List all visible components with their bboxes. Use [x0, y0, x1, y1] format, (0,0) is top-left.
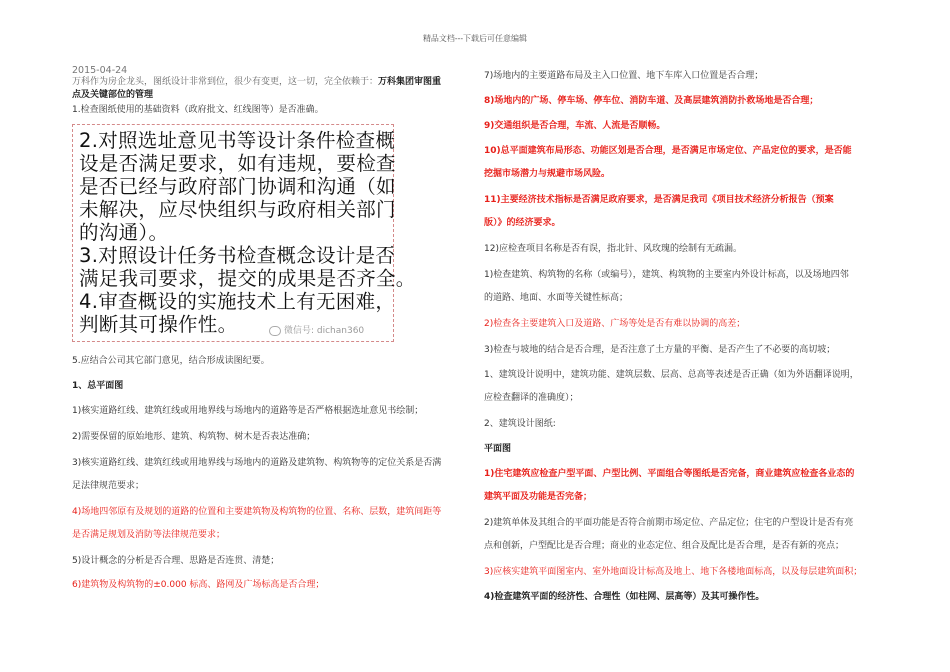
wechat-watermark [269, 323, 364, 336]
intro-bold-2: 点及关键部位的管理 [72, 90, 154, 100]
box-line: 设是否满足要求，如有违规，要检查 [79, 152, 396, 175]
paragraph-red: 10)总平面建筑布局形态、功能区划是否合理，是否满足市场定位、产品定位的要求，是否能 [484, 146, 852, 156]
paragraph-red: 11)主要经济技术指标是否满足政府要求，是否满足我司《项目技术经济分析报告（预案 [484, 195, 834, 205]
paragraph: 12)应检查项目名称是否有误，指北针、风玫瑰的绘制有无疏漏。 [484, 244, 742, 254]
box-line: 2.对照选址意见书等设计条件检查概 [79, 129, 396, 152]
paragraph: 5)设计概念的分析是否合理、思路是否连贯、清楚； [72, 556, 280, 566]
section-title: 1、总平面图 [72, 381, 124, 391]
intro-line [72, 76, 441, 89]
box-line: 未解决，应尽快组织与政府相关部门 [79, 198, 396, 221]
intro-bold: 万科集团审图重 [378, 77, 442, 87]
page-header: 精品文档---下载后可任意编辑 [422, 34, 528, 43]
section-title: 平面图 [484, 444, 512, 454]
paragraph-red: 8)场地内的广场、停车场、停车位、消防车道、及高层建筑消防扑救场地是否合理； [484, 96, 819, 106]
intro-line-2 [72, 89, 153, 102]
paragraph-red: 是否满足规划及消防等法律规范要求； [72, 530, 226, 540]
date: 2015-04-24 [72, 65, 128, 76]
paragraph: 3)核实道路红线、建筑红线或用地界线与场地内的道路及建筑物、构筑物等的定位关系是否满 [72, 458, 442, 468]
paragraph: 足法律规范要求； [72, 481, 145, 491]
paragraph: 的道路、地面、水面等关键性标高； [484, 293, 629, 303]
paragraph: 应检查翻译的准确度）； [484, 393, 579, 403]
paragraph-red: 1)住宅建筑应检查户型平面、户型比例、平面组合等图纸是否完备，商业建筑应检查各业态的 [484, 469, 855, 479]
paragraph: 2)建筑单体及其组合的平面功能是否符合前期市场定位、产品定位；住宅的户型设计是否有亮 [484, 518, 854, 528]
paragraph-red: 9)交通组织是否合理，车流、人流是否顺畅。 [484, 121, 666, 131]
paragraph-red: 版）》的经济要求。 [484, 218, 561, 228]
paragraph: 2)需要保留的原始地形、建筑、构筑物、树木是否表达准确； [72, 432, 316, 442]
box-line: 的沟通）。 [79, 221, 169, 244]
paragraph-red: 2)检查各主要建筑入口及道路、广场等处是否有难以协调的高差； [484, 319, 746, 329]
box-line: 4.审查概设的实施技术上有无困难， [79, 290, 396, 313]
paragraph-red: 6)建筑物及构筑物的±0.000 标高、路网及广场标高是否合理； [72, 580, 325, 590]
paragraph-bold: 4)检查建筑平面的经济性、合理性（如柱网、层高等）及其可操作性。 [484, 592, 765, 602]
box-line: 是否已经与政府部门协调和沟通（如 [79, 175, 396, 198]
paragraph-red: 建筑平面及功能是否完备； [484, 492, 593, 502]
paragraph: 1、建筑设计说明中，建筑功能、建筑层数、层高、总高等表述是否正确（如为外语翻译说明， [484, 370, 859, 380]
paragraph-red: 3)应核实建筑平面图室内、室外地面设计标高及地上、地下各楼地面标高，以及每层建筑面积； [484, 567, 863, 577]
item-5: 5.应结合公司其它部门意见，结合形成读图纪要。 [72, 356, 270, 366]
paragraph: 2、建筑设计图纸: [484, 419, 556, 429]
paragraph: 点和创新，户型配比是否合理；商业的业态定位、组合及配比是否合理，是否有新的亮点； [484, 541, 845, 551]
box-line: 3.对照设计任务书检查概念设计是否 [79, 244, 396, 267]
box-line: 判断其可操作性。 [79, 313, 238, 336]
paragraph: 1)核实道路红线、建筑红线或用地界线与场地内的道路等是否严格根据选址意见书绘制； [72, 406, 424, 416]
wechat-icon [269, 326, 281, 336]
paragraph-red: 4)场地四邻原有及规划的道路的位置和主要建筑物及构筑物的位置、名称、层数，建筑间距等 [72, 507, 442, 517]
watermark-text: 微信号: dichan360 [284, 326, 365, 336]
item-1: 1.检查图纸使用的基础资料（政府批文、红线图等）是否准确。 [72, 105, 324, 115]
box-line: 满足我司要求，提交的成果是否齐全。 [79, 267, 416, 290]
paragraph: 7)场地内的主要道路布局及主入口位置、地下车库入口位置是否合理； [484, 71, 764, 81]
paragraph: 1)检查建筑、构筑物的名称（或编号），建筑、构筑物的主要室内外设计标高，以及场地四邻 [484, 270, 849, 280]
intro-text: 万科作为房企龙头，图纸设计非常到位，很少有变更，这一切，完全依赖于： [72, 77, 379, 87]
paragraph-red: 挖掘市场潜力与规避市场风险。 [484, 169, 611, 179]
highlight-image-box [72, 124, 416, 342]
paragraph: 3)检查与坡地的结合是否合理，是否注意了土方量的平衡、是否产生了不必要的高切坡； [484, 345, 836, 355]
